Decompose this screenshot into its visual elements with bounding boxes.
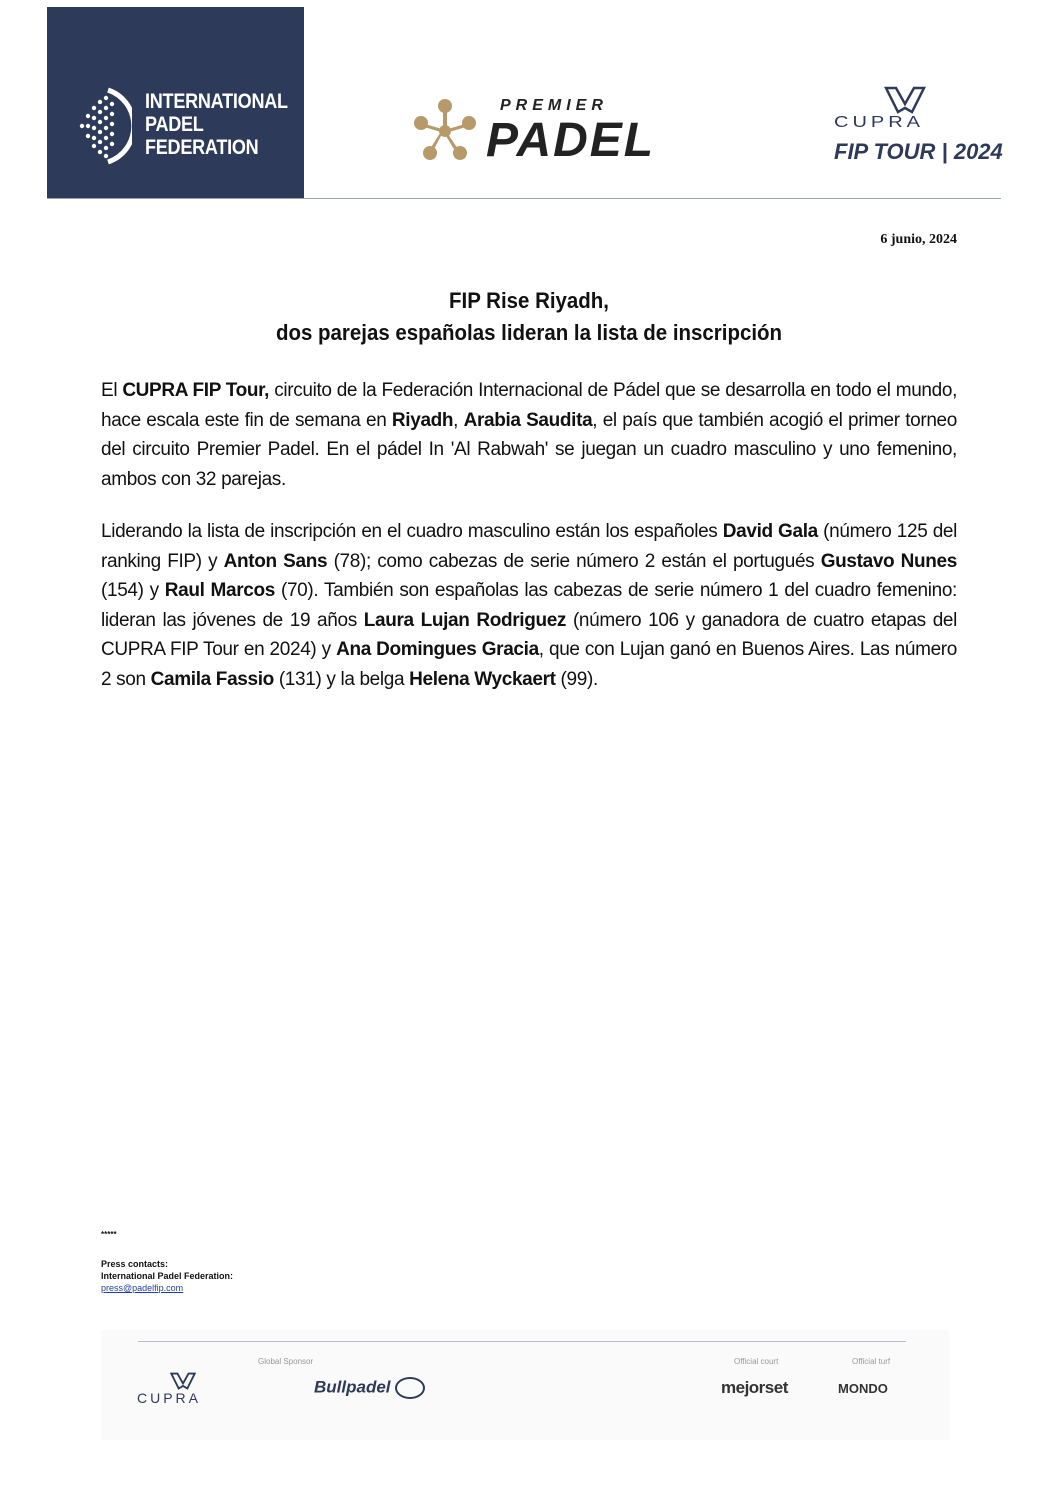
- p2-bold-player: Anton Sans: [223, 550, 328, 572]
- cupra-footer-emblem-icon: [170, 1372, 196, 1390]
- fip-ball-logo-icon: [74, 86, 132, 166]
- body-paragraph-2: [101, 517, 957, 694]
- p2-text: (154) y: [101, 580, 165, 601]
- mejorset-logo: mejorset: [721, 1378, 788, 1397]
- premier-padel-star-icon: [412, 98, 478, 164]
- cupra-emblem-icon: [884, 86, 926, 114]
- p2-text: (número 106 y ganadora de cuatro etapas del CUPRA FIP Tour en 2024) y: [101, 609, 957, 660]
- cupra-wordmark: CUPRA: [834, 113, 925, 131]
- p1-text: ,: [453, 409, 464, 431]
- fip-wordmark: [145, 90, 288, 159]
- sponsor-footer: [101, 1330, 949, 1440]
- p2-bold-player: Laura Lujan Rodriguez: [363, 609, 567, 631]
- p2-bold-player: Camila Fassio: [150, 668, 274, 690]
- p1-text: circuito de la Federación Internacional de Pádel que se desarrolla en todo el mundo, hace escala este fin de semana en: [101, 380, 957, 431]
- official-turf-caption: Official turf: [852, 1357, 891, 1366]
- footer-divider: [138, 1341, 906, 1342]
- fip-line-2: PADEL: [145, 113, 204, 136]
- p2-bold-player: Ana Domingues Gracia: [336, 639, 539, 660]
- press-contacts-org: International Padel Federation:: [101, 1271, 234, 1281]
- p2-bold-player: David Gala: [722, 521, 818, 542]
- press-email-link[interactable]: press@padelfip.com: [101, 1283, 184, 1293]
- p2-bold-player: Gustavo Nunes: [820, 550, 957, 572]
- p2-text: , que con Lujan ganó en Buenos Aires. Las número 2 son: [101, 639, 957, 690]
- p1-text: , el país que también acogió el primer torneo del circuito Premier Padel. En el pádel In 'Al Rabwah' se juegan un cuadro masculino y uno femenino, ambos con 32 parejas.: [101, 409, 957, 490]
- bullpadel-logo: [314, 1377, 425, 1399]
- press-release-date: 6 junio, 2024: [880, 232, 957, 247]
- bullpadel-b-icon: [395, 1377, 425, 1399]
- header-divider: [47, 198, 1001, 199]
- p2-text: (número 125 del ranking FIP) y: [101, 521, 958, 572]
- cupra-footer-logo: CUPRA: [137, 1390, 202, 1406]
- press-contacts-label: Press contacts:: [101, 1259, 169, 1269]
- title-line-2: dos parejas españolas lideran la lista de inscripción: [275, 320, 783, 345]
- press-release-title: [131, 285, 927, 349]
- p2-text: (70). También son españolas las cabezas de serie número 1 del cuadro femenino: lideran las jóvenes de 19 años: [101, 580, 957, 631]
- fip-line-1: INTERNATIONAL: [145, 90, 288, 113]
- global-sponsor-caption: Global Sponsor: [258, 1357, 314, 1366]
- p1-bold-cupra-fip-tour: CUPRA FIP Tour,: [122, 380, 270, 401]
- p1-text: El: [101, 380, 123, 401]
- p2-bold-player: Raul Marcos: [164, 580, 275, 601]
- p2-text: (99).: [555, 668, 598, 690]
- fip-tour-2024-label: FIP TOUR | 2024: [834, 139, 1003, 164]
- padel-label: PADEL: [486, 114, 656, 167]
- fip-line-3: FEDERATION: [145, 136, 259, 159]
- p1-bold-arabia-saudita: Arabia Saudita: [463, 409, 593, 431]
- p2-text: Liderando la lista de inscripción en el cuadro masculino están los españoles: [101, 521, 723, 542]
- section-separator-stars: *****: [101, 1230, 117, 1239]
- official-court-caption: Official court: [734, 1357, 779, 1366]
- body-paragraph-1: [101, 376, 957, 494]
- bullpadel-label: Bullpadel: [314, 1377, 391, 1397]
- title-line-1: FIP Rise Riyadh,: [449, 288, 609, 313]
- p2-bold-player: Helena Wyckaert: [409, 668, 556, 690]
- p2-text: (78); como cabezas de serie número 2 están el portugués: [327, 550, 821, 572]
- premier-label: PREMIER: [500, 97, 608, 114]
- mondo-logo: MONDO: [838, 1381, 888, 1396]
- p2-text: (131) y la belga: [273, 668, 410, 690]
- p1-bold-riyadh: Riyadh: [391, 409, 454, 431]
